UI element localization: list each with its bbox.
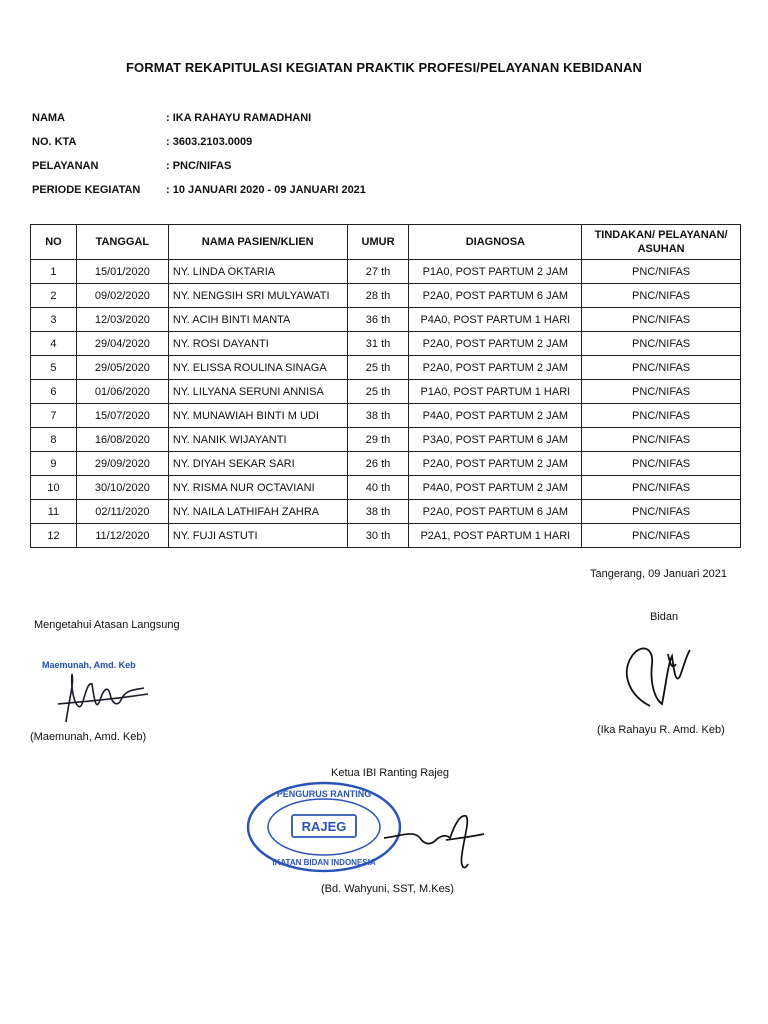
cell-no: 3: [31, 308, 77, 332]
sign-left-stamp-text: Maemunah, Amd. Keb: [42, 660, 136, 670]
cell-tanggal: 29/09/2020: [76, 452, 168, 476]
cell-no: 7: [31, 404, 77, 428]
cell-umur: 31 th: [347, 332, 409, 356]
cell-tanggal: 30/10/2020: [76, 476, 168, 500]
table-row: [31, 308, 741, 332]
cell-tanggal: 09/02/2020: [76, 284, 168, 308]
cell-tanggal: 15/07/2020: [76, 404, 168, 428]
table-row: [31, 476, 741, 500]
cell-umur: 27 th: [347, 260, 409, 284]
place-date: Tangerang, 09 Januari 2021: [590, 568, 727, 580]
sign-left-name: (Maemunah, Amd. Keb): [30, 731, 147, 743]
cell-nama: NY. ROSI DAYANTI: [168, 332, 347, 356]
cell-diagnosa: P4A0, POST PARTUM 2 JAM: [409, 404, 582, 428]
info-row-kta: [32, 136, 366, 160]
cell-tindakan: PNC/NIFAS: [582, 404, 741, 428]
info-label: PELAYANAN: [32, 160, 99, 172]
info-block: [32, 112, 366, 208]
cell-tindakan: PNC/NIFAS: [582, 428, 741, 452]
cell-tindakan: PNC/NIFAS: [582, 476, 741, 500]
sign-left-title: Mengetahui Atasan Langsung: [34, 619, 180, 631]
recap-table: [30, 224, 741, 548]
cell-diagnosa: P1A0, POST PARTUM 1 HARI: [409, 380, 582, 404]
cell-nama: NY. LILYANA SERUNI ANNISA: [168, 380, 347, 404]
cell-diagnosa: P2A0, POST PARTUM 2 JAM: [409, 332, 582, 356]
cell-umur: 25 th: [347, 356, 409, 380]
cell-diagnosa: P4A0, POST PARTUM 1 HARI: [409, 308, 582, 332]
cell-umur: 38 th: [347, 404, 409, 428]
document-title: FORMAT REKAPITULASI KEGIATAN PRAKTIK PROFESI/PELAYANAN KEBIDANAN: [125, 60, 643, 75]
signature-left-icon: [48, 664, 158, 734]
col-header-diagnosa: DIAGNOSA: [409, 225, 582, 260]
cell-no: 4: [31, 332, 77, 356]
cell-tindakan: PNC/NIFAS: [582, 452, 741, 476]
cell-no: 2: [31, 284, 77, 308]
cell-diagnosa: P3A0, POST PARTUM 6 JAM: [409, 428, 582, 452]
cell-umur: 38 th: [347, 500, 409, 524]
cell-tindakan: PNC/NIFAS: [582, 524, 741, 548]
cell-tindakan: PNC/NIFAS: [582, 380, 741, 404]
info-value: : PNC/NIFAS: [166, 160, 232, 172]
signature-right-icon: [610, 634, 700, 714]
cell-umur: 30 th: [347, 524, 409, 548]
cell-no: 8: [31, 428, 77, 452]
cell-nama: NY. ELISSA ROULINA SINAGA: [168, 356, 347, 380]
col-header-tindakan-line1: TINDAKAN/ PELAYANAN/: [594, 229, 728, 241]
cell-tanggal: 12/03/2020: [76, 308, 168, 332]
sign-center-name: (Bd. Wahyuni, SST, M.Kes): [321, 883, 454, 895]
cell-umur: 28 th: [347, 284, 409, 308]
cell-tanggal: 15/01/2020: [76, 260, 168, 284]
table-row: [31, 428, 741, 452]
col-header-tanggal: TANGGAL: [76, 225, 168, 260]
cell-diagnosa: P2A1, POST PARTUM 1 HARI: [409, 524, 582, 548]
table-row: [31, 524, 741, 548]
cell-tanggal: 02/11/2020: [76, 500, 168, 524]
table-body: [31, 260, 741, 548]
cell-nama: NY. NENGSIH SRI MULYAWATI: [168, 284, 347, 308]
cell-nama: NY. ACIH BINTI MANTA: [168, 308, 347, 332]
info-row-pelayanan: [32, 160, 366, 184]
table-row: [31, 356, 741, 380]
cell-nama: NY. LINDA OKTARIA: [168, 260, 347, 284]
table-row: [31, 284, 741, 308]
cell-nama: NY. DIYAH SEKAR SARI: [168, 452, 347, 476]
table-row: [31, 260, 741, 284]
cell-no: 9: [31, 452, 77, 476]
cell-tindakan: PNC/NIFAS: [582, 308, 741, 332]
signature-center-icon: [380, 808, 490, 878]
cell-tindakan: PNC/NIFAS: [582, 332, 741, 356]
cell-umur: 40 th: [347, 476, 409, 500]
cell-tindakan: PNC/NIFAS: [582, 356, 741, 380]
col-header-umur: UMUR: [347, 225, 409, 260]
info-label: NO. KTA: [32, 136, 77, 148]
cell-tindakan: PNC/NIFAS: [582, 500, 741, 524]
cell-tanggal: 29/05/2020: [76, 356, 168, 380]
cell-umur: 26 th: [347, 452, 409, 476]
info-row-nama: [32, 112, 366, 136]
info-label: NAMA: [32, 112, 65, 124]
col-header-tindakan: [582, 225, 741, 260]
stamp-bottom-text: IKATAN BIDAN INDONESIA: [272, 858, 376, 867]
info-row-periode: [32, 184, 366, 208]
sign-center-title: Ketua IBI Ranting Rajeg: [331, 767, 450, 779]
cell-no: 10: [31, 476, 77, 500]
cell-umur: 29 th: [347, 428, 409, 452]
cell-diagnosa: P2A0, POST PARTUM 2 JAM: [409, 452, 582, 476]
cell-tindakan: PNC/NIFAS: [582, 284, 741, 308]
cell-no: 5: [31, 356, 77, 380]
table-row: [31, 380, 741, 404]
cell-tanggal: 16/08/2020: [76, 428, 168, 452]
cell-tindakan: PNC/NIFAS: [582, 260, 741, 284]
sign-right-name: (Ika Rahayu R. Amd. Keb): [597, 724, 725, 736]
info-label: PERIODE KEGIATAN: [32, 184, 141, 196]
cell-diagnosa: P2A0, POST PARTUM 6 JAM: [409, 284, 582, 308]
col-header-nama: NAMA PASIEN/KLIEN: [168, 225, 347, 260]
sign-right-title: Bidan: [650, 611, 679, 623]
cell-no: 12: [31, 524, 77, 548]
table-header-row: [31, 225, 741, 260]
cell-nama: NY. MUNAWIAH BINTI M UDI: [168, 404, 347, 428]
cell-nama: NY. NAILA LATHIFAH ZAHRA: [168, 500, 347, 524]
cell-diagnosa: P2A0, POST PARTUM 6 JAM: [409, 500, 582, 524]
cell-diagnosa: P1A0, POST PARTUM 2 JAM: [409, 260, 582, 284]
info-value: : IKA RAHAYU RAMADHANI: [166, 112, 312, 124]
col-header-no: NO: [31, 225, 77, 260]
cell-no: 6: [31, 380, 77, 404]
cell-umur: 36 th: [347, 308, 409, 332]
cell-tanggal: 29/04/2020: [76, 332, 168, 356]
cell-nama: NY. NANIK WIJAYANTI: [168, 428, 347, 452]
cell-nama: NY. FUJI ASTUTI: [168, 524, 347, 548]
cell-nama: NY. RISMA NUR OCTAVIANI: [168, 476, 347, 500]
stamp-top-text: PENGURUS RANTING: [276, 789, 372, 799]
cell-tanggal: 01/06/2020: [76, 380, 168, 404]
table-row: [31, 452, 741, 476]
col-header-tindakan-line2: ASUHAN: [637, 243, 685, 255]
info-value: : 3603.2103.0009: [166, 136, 253, 148]
table-row: [31, 332, 741, 356]
stamp-mid-text: RAJEG: [301, 819, 347, 834]
cell-diagnosa: P4A0, POST PARTUM 2 JAM: [409, 476, 582, 500]
cell-no: 1: [31, 260, 77, 284]
cell-diagnosa: P2A0, POST PARTUM 2 JAM: [409, 356, 582, 380]
table-row: [31, 500, 741, 524]
cell-umur: 25 th: [347, 380, 409, 404]
cell-no: 11: [31, 500, 77, 524]
table-row: [31, 404, 741, 428]
info-value: : 10 JANUARI 2020 - 09 JANUARI 2021: [166, 184, 366, 196]
cell-tanggal: 11/12/2020: [76, 524, 168, 548]
